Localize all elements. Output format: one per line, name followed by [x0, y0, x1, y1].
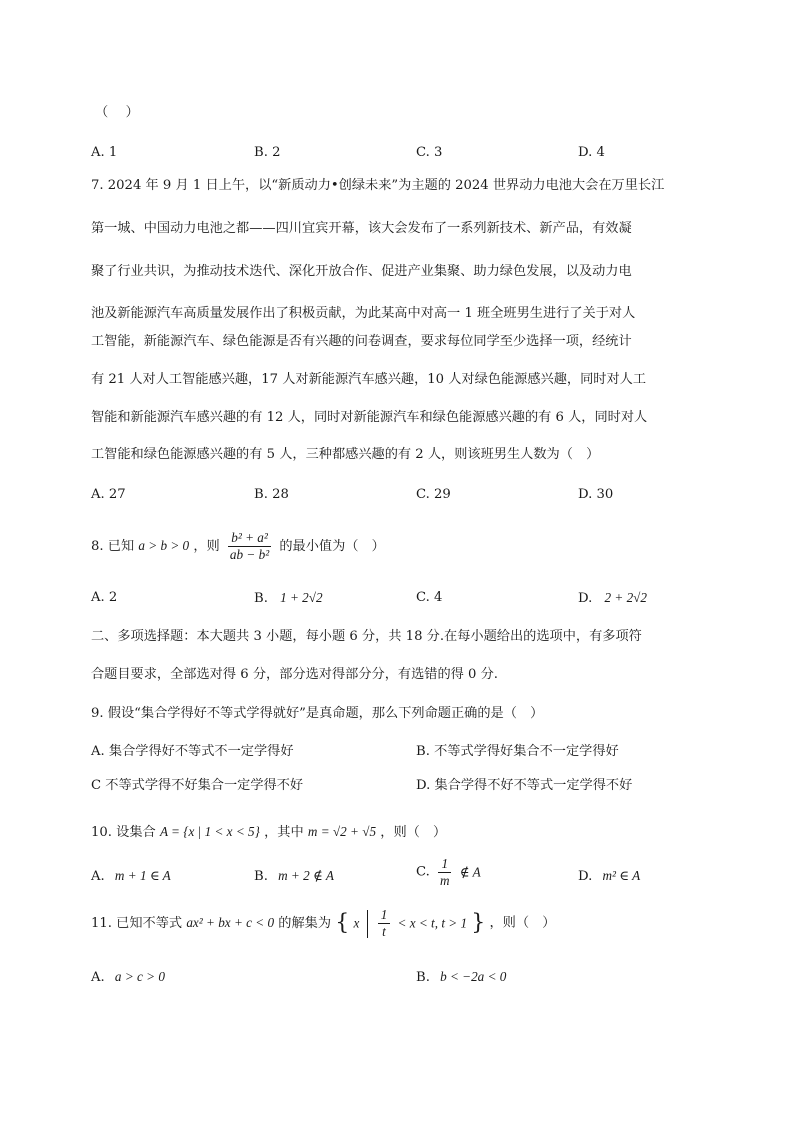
q8-suffix: 的最小值为（ ） — [279, 539, 385, 554]
q10-option-b — [254, 866, 334, 887]
q7-line-5: 工智能，新能源汽车、绿色能源是否有兴趣的问卷调查，要求每位同学至少选择一项，经统计 — [91, 334, 632, 349]
q11-set-open-brace: { — [335, 910, 350, 936]
q9-option-d: D. 集合学得不好不等式一定学得不好 — [416, 778, 633, 793]
q8-fraction — [227, 530, 272, 563]
q7-option-a: A. 27 — [91, 487, 126, 502]
q10-option-c-tail: ∉ A — [459, 864, 481, 880]
q9-option-c: C 不等式学得不好集合一定学得不好 — [91, 778, 304, 793]
q10-option-b-value: m + 2 ∉ A — [278, 868, 334, 883]
q8-option-d-label: D. — [578, 591, 593, 606]
q6-option-d: D. 4 — [578, 145, 605, 160]
q8-prefix: 8. 已知 — [91, 539, 135, 554]
q10-option-c — [416, 856, 481, 889]
q10-set: A = {x | 1 < x < 5} — [159, 824, 260, 839]
q8-condition: a > b > 0 — [138, 538, 190, 553]
q7-option-b: B. 28 — [254, 487, 289, 502]
q8-option-b-value: 1 + 2√2 — [280, 590, 323, 605]
q6-option-c: C. 3 — [416, 145, 443, 160]
q7-line-2: 第一城、中国动力电池之都——四川宜宾开幕，该大会发布了一系列新技术、新产品，有效凝 — [91, 221, 632, 236]
q9-option-a: A. 集合学得好不等式不一定学得好 — [91, 744, 294, 759]
q8-option-c: C. 4 — [416, 590, 443, 605]
q11-inequality: ax² + bx + c < 0 — [186, 915, 275, 930]
q11-suffix: ，则（ ） — [489, 915, 556, 931]
q10-option-c-denominator: m — [440, 873, 450, 888]
q9-option-b: B. 不等式学得好集合不一定学得好 — [416, 744, 619, 759]
q8-option-d — [578, 588, 647, 609]
q10-option-a-label: A. — [91, 869, 105, 884]
q10-stem — [91, 819, 446, 846]
q10-option-a-value: m + 1 ∈ A — [114, 868, 171, 883]
q10-mid: ，其中 — [264, 825, 304, 840]
q10-prefix: 10. 设集合 — [91, 825, 156, 840]
q10-option-d — [578, 866, 640, 887]
q6-option-a: A. 1 — [91, 145, 118, 160]
q11-mid: 的解集为 — [278, 916, 332, 931]
q8-stem — [91, 529, 385, 564]
q11-option-b-value: b < −2a < 0 — [440, 969, 507, 984]
q8-denominator: ab − b² — [229, 547, 270, 562]
q9-stem: 9. 假设“集合学得好不等式学得就好”是真命题，那么下列命题正确的是（ ） — [91, 706, 544, 721]
section2-line-1: 二、多项选择题：本大题共 3 小题，每小题 6 分，共 18 分.在每小题给出的选项中，有多项符 — [91, 629, 642, 644]
q11-set-fraction — [378, 907, 391, 940]
q11-stem — [91, 905, 555, 942]
q8-option-b-label: B. — [254, 591, 268, 606]
q7-line-4: 池及新能源汽车高质量发展作出了积极贡献，为此某高中对高一 1 班全班男生进行了关于对人 — [91, 306, 636, 321]
q8-option-a: A. 2 — [91, 590, 118, 605]
q10-suffix: ，则（ ） — [380, 825, 447, 840]
q10-option-a — [91, 866, 171, 887]
q8-mid: ，则 — [193, 539, 220, 554]
q7-option-c: C. 29 — [416, 487, 451, 502]
q8-option-d-value: 2 + 2√2 — [604, 590, 648, 605]
q11-option-b-label: B. — [416, 970, 430, 985]
q10-option-d-label: D. — [578, 869, 593, 884]
q11-set-divider — [367, 910, 368, 938]
q11-set-var: x — [353, 915, 360, 931]
q11-set-condition: < x < t, t > 1 — [397, 915, 468, 931]
q10-option-c-fraction — [437, 856, 453, 889]
q10-option-d-value: m² ∈ A — [602, 868, 641, 883]
q10-m-definition: m = √2 + √5 — [307, 824, 377, 839]
q11-set-denominator: t — [382, 924, 386, 939]
q11-option-a-label: A. — [91, 970, 105, 985]
q7-line-8: 工智能和绿色能源感兴趣的有 5 人，三种都感兴趣的有 2 人，则该班男生人数为（ ） — [91, 447, 600, 462]
q8-numerator: b² + a² — [228, 530, 271, 547]
q10-option-c-label: C. — [416, 864, 430, 880]
q11-prefix: 11. 已知不等式 — [91, 916, 183, 931]
q8-option-b — [254, 588, 323, 609]
q11-option-a-value: a > c > 0 — [114, 969, 165, 984]
q7-line-7: 智能和新能源汽车感兴趣的有 12 人，同时对新能源汽车和绿色能源感兴趣的有 6 人，同时对人 — [91, 410, 648, 425]
q11-set-close-brace: } — [471, 910, 486, 936]
q11-set-numerator: 1 — [378, 907, 391, 924]
q7-line-1: 7. 2024 年 9 月 1 日上午，以“新质动力•创绿未来”为主题的 2024 世界动力电池大会在万里长江 — [91, 178, 665, 193]
q7-option-d: D. 30 — [578, 487, 614, 502]
q6-option-b: B. 2 — [254, 145, 281, 160]
section2-line-2: 合题目要求，全部选对得 6 分，部分选对得部分分，有选错的得 0 分. — [91, 667, 498, 682]
q10-option-b-label: B. — [254, 869, 268, 884]
q11-option-a — [91, 967, 165, 988]
q10-option-c-numerator: 1 — [438, 856, 451, 873]
q7-line-3: 聚了行业共识，为推动技术迭代、深化开放合作、促进产业集聚、助力绿色发展，以及动力电 — [91, 264, 632, 279]
answer-parentheses: （ ） — [95, 105, 139, 120]
q7-line-6: 有 21 人对人工智能感兴趣，17 人对新能源汽车感兴趣，10 人对绿色能源感兴趣，同时对人工 — [91, 372, 647, 387]
q11-option-b — [416, 967, 506, 988]
